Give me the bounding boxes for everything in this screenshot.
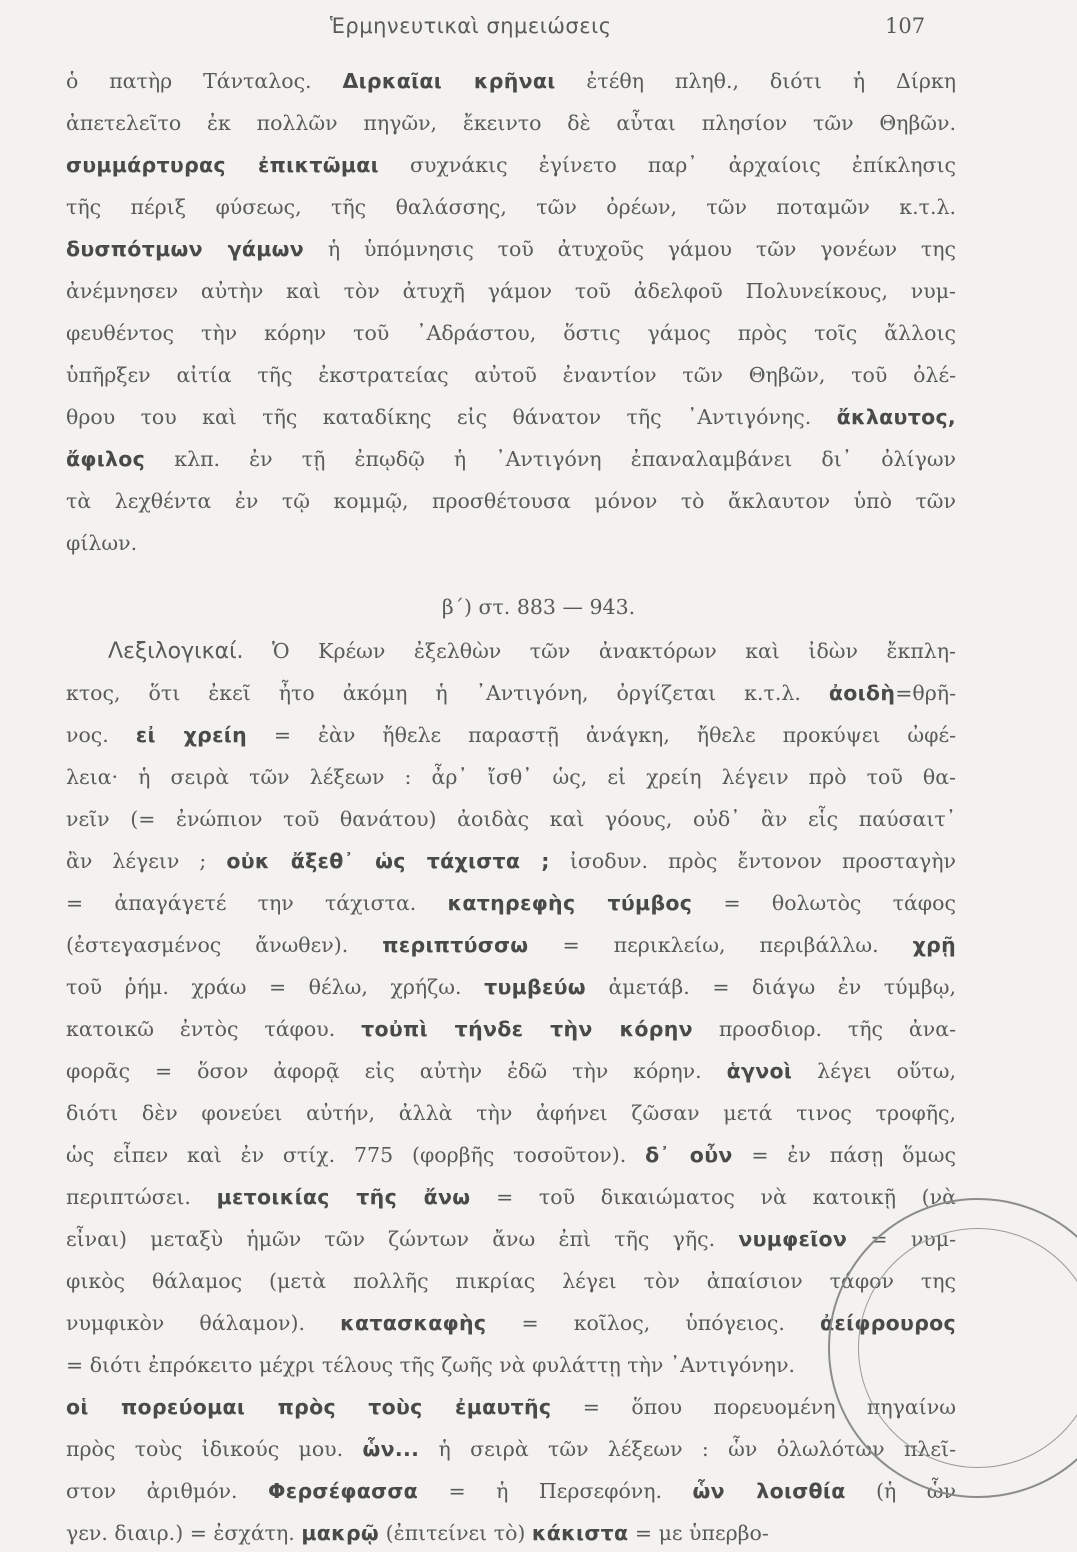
- lemma: μακρῷ: [301, 1521, 380, 1545]
- lemma: ἄφιλος: [66, 447, 146, 471]
- text-line: [66, 1136, 956, 1174]
- text-line: [66, 968, 956, 1006]
- section-heading: [0, 588, 1077, 626]
- text-run: ἀπετελεῖτο ἐκ πολλῶν πηγῶν, ἔκειντο δὲ αὗται πλησίον τῶν Θηβῶν.: [66, 111, 956, 135]
- text-line: [66, 1178, 956, 1216]
- text-run: φικὸς θάλαμος (μετὰ πολλῆς πικρίας λέγει τὸν ἀπαίσιον τάφον της: [66, 1269, 956, 1293]
- lemma: Φερσέφασσα: [268, 1479, 419, 1503]
- text-run: ὡς εἶπεν καὶ ἐν στίχ. 775 (φορβῆς τοσοῦτον).: [66, 1143, 646, 1167]
- lemma: οἱ πορεύομαι πρὸς τοὺς ἐμαυτῆς: [66, 1395, 552, 1419]
- page-number: 107: [885, 14, 926, 38]
- text-run: = ἡ Περσεφόνη.: [418, 1479, 693, 1503]
- lemma: κάκιστα: [531, 1521, 629, 1545]
- text-run: ὁ πατὴρ Τάνταλος.: [66, 69, 343, 93]
- lemma: δυσπότμων γάμων: [66, 237, 305, 261]
- text-line: [66, 758, 956, 796]
- text-run: νεῖν (= ἐνώπιον τοῦ θανάτου) ἀοιδὰς καὶ γόους, οὐδ᾿ ἂν εἷς παύσαιτ᾿: [66, 807, 956, 831]
- text-line: [66, 674, 956, 712]
- text-line: [66, 524, 956, 562]
- text-run: πρὸς τοὺς ἰδικούς μου.: [66, 1437, 363, 1461]
- text-line: [66, 842, 956, 880]
- text-run: τὰ λεχθέντα ἐν τῷ κομμῷ, προσθέτουσα μόνον τὸ ἄκλαυτον ὑπὸ τῶν: [66, 489, 956, 513]
- text-line: [66, 884, 956, 922]
- lemma: χρῇ: [912, 933, 957, 957]
- text-run: = κοῖλος, ὑπόγειος.: [486, 1311, 820, 1335]
- running-header: [0, 14, 1077, 44]
- lemma: συμμάρτυρας ἐπικτῶμαι: [66, 153, 379, 177]
- text-run: = ἐὰν ἤθελε παραστῇ ἀνάγκη, ἤθελε προκύψει ὠφέ-: [247, 723, 956, 747]
- text-run: εἶναι) μεταξὺ ἡμῶν τῶν ζώντων ἄνω ἐπὶ τῆς γῆς.: [66, 1227, 739, 1251]
- lemma: περιπτύσσω: [382, 933, 529, 957]
- lemma: μετοικίας τῆς ἄνω: [216, 1185, 471, 1209]
- text-run: τοῦ ῥήμ. χράω = θέλω, χρήζω.: [66, 975, 485, 999]
- text-run: = διότι ἐπρόκειτο μέχρι τέλους τῆς ζωῆς νὰ φυλάττῃ τὴν ᾿Αντιγόνην.: [66, 1353, 796, 1377]
- text-run: κτος, ὅτι ἐκεῖ ἦτο ἀκόμη ἡ ᾿Αντιγόνη, ὀργίζεται κ.τ.λ.: [66, 681, 829, 705]
- text-run: = περικλείω, περιβάλλω.: [528, 933, 913, 957]
- text-run: λέγει οὕτω,: [792, 1059, 956, 1083]
- text-run: προσδιορ. τῆς ἀνα-: [692, 1017, 956, 1041]
- text-run: ὑπῆρξεν αἰτία τῆς ἐκστρατείας αὐτοῦ ἐναντίον τῶν Θηβῶν, τοῦ ὀλέ-: [66, 363, 956, 387]
- lemma: Διρκαῖαι κρῆναι: [342, 69, 556, 93]
- lemma: κατηρεφὴς τύμβος: [447, 891, 693, 915]
- text-line: [66, 104, 956, 142]
- text-run: νυμφικὸν θάλαμον).: [66, 1311, 341, 1335]
- text-line: [66, 1262, 956, 1300]
- lemma: ἀοιδὴ: [828, 681, 896, 705]
- lemma: ὧν...: [362, 1437, 420, 1461]
- text-line: [66, 1010, 956, 1048]
- text-run: τῆς πέριξ φύσεως, τῆς θαλάσσης, τῶν ὀρέων, τῶν ποταμῶν κ.τ.λ.: [66, 195, 956, 219]
- text-line: [66, 1094, 956, 1132]
- lemma: τυμβεύω: [484, 975, 586, 999]
- text-run: ἡ σειρὰ τῶν λέξεων : ὧν ὀλωλότων πλεῖ-: [419, 1437, 956, 1461]
- text-line: [66, 1514, 956, 1552]
- text-run: ἀμετάβ. = διάγω ἐν τύμβῳ,: [585, 975, 956, 999]
- text-line: [66, 1472, 956, 1510]
- text-run: ἐτέθη πληθ., διότι ἡ Δίρκη: [555, 69, 956, 93]
- text-run: φορᾶς = ὅσον ἀφορᾷ εἰς αὐτὴν ἐδῶ τὴν κόρην.: [66, 1059, 727, 1083]
- text-run: β΄) στ. 883 — 943.: [441, 595, 636, 619]
- text-line: [66, 230, 956, 268]
- lemma: τοὐπὶ τήνδε τὴν κόρην: [361, 1017, 693, 1041]
- text-run: στον ἀριθμόν.: [66, 1479, 269, 1503]
- text-run: ἂν λέγειν ;: [66, 849, 227, 873]
- text-run: συχνάκις ἐγίνετο παρ᾿ ἀρχαίοις ἐπίκλησις: [378, 153, 956, 177]
- text-run: = ὅπου πορευομένη πηγαίνω: [551, 1395, 956, 1419]
- text-run: λεια· ἡ σειρὰ τῶν λέξεων : ἆρ᾿ ἴσθ᾿ ὡς, εἰ χρείη λέγειν πρὸ τοῦ θα-: [66, 765, 956, 789]
- text-line: [66, 314, 956, 352]
- lemma: οὐκ ἄξεθ᾿ ὡς τάχιστα ;: [226, 849, 550, 873]
- text-run: =θρῆ-: [895, 681, 956, 705]
- text-line: [108, 632, 956, 670]
- text-run: ἀνέμνησεν αὐτὴν καὶ τὸν ἀτυχῆ γάμον τοῦ ἀδελφοῦ Πολυνείκους, νυμ-: [66, 279, 956, 303]
- text-line: [66, 800, 956, 838]
- text-line: [66, 1052, 956, 1090]
- lemma: ἁγνοὶ: [726, 1059, 793, 1083]
- text-line: [66, 1346, 956, 1384]
- text-line: [66, 1430, 956, 1468]
- text-run: κλπ. ἐν τῇ ἐπῳδῷ ἡ ᾿Αντιγόνη ἐπαναλαμβάνει δι᾿ ὀλίγων: [145, 447, 956, 471]
- text-run: νος.: [66, 723, 136, 747]
- text-run: = νυμ-: [847, 1227, 956, 1251]
- text-run: ἡ ὑπόμνησις τοῦ ἀτυχοῦς γάμου τῶν γονέων της: [304, 237, 956, 261]
- text-line: [66, 62, 956, 100]
- text-run: (ἐστεγασμένος ἄνωθεν).: [66, 933, 383, 957]
- text-line: [66, 1304, 956, 1342]
- text-run: Ὁ Κρέων ἐξελθὼν τῶν ἀνακτόρων καὶ ἰδὼν ἔκπλη-: [243, 639, 956, 663]
- lemma: εἰ χρείη: [135, 723, 247, 747]
- text-line: [66, 1388, 956, 1426]
- text-line: [66, 398, 956, 436]
- text-run: διότι δὲν φονεύει αὐτήν, ἀλλὰ τὴν ἀφήνει ζῶσαν μετά τινος τροφῆς,: [66, 1101, 956, 1125]
- text-run: φίλων.: [66, 531, 138, 555]
- text-run: γεν. διαιρ.) = ἐσχάτη.: [66, 1521, 302, 1545]
- text-line: [66, 1220, 956, 1258]
- text-line: [66, 482, 956, 520]
- text-line: [66, 188, 956, 226]
- text-run: (ἡ ὧν: [845, 1479, 956, 1503]
- text-run: = θολωτὸς τάφος: [692, 891, 956, 915]
- text-run: (ἐπιτείνει τὸ): [379, 1521, 532, 1545]
- text-run: = ἀπαγάγετέ την τάχιστα.: [66, 891, 448, 915]
- text-line: [66, 926, 956, 964]
- lemma: ὧν λοισθία: [692, 1479, 846, 1503]
- text-run: περιπτώσει.: [66, 1185, 217, 1209]
- subsection-label: Λεξιλογικαί.: [108, 639, 244, 664]
- text-run: ἰσοδυν. πρὸς ἔντονον προσταγὴν: [549, 849, 956, 873]
- text-run: = με ὑπερβο-: [628, 1521, 769, 1545]
- lemma: ἄκλαυτος,: [836, 405, 956, 429]
- text-line: [66, 272, 956, 310]
- lemma: νυμφεῖον: [738, 1227, 848, 1251]
- lemma: κατασκαφὴς: [340, 1311, 487, 1335]
- text-line: [66, 440, 956, 478]
- text-line: [66, 146, 956, 184]
- text-run: = τοῦ δικαιώματος νὰ κατοικῇ (νὰ: [470, 1185, 956, 1209]
- text-run: φευθέντος τὴν κόρην τοῦ ᾿Αδράστου, ὅστις γάμος πρὸς τοῖς ἄλλοις: [66, 321, 956, 345]
- running-title: Ἑρμηνευτικαὶ σημειώσεις: [330, 14, 612, 38]
- library-stamp-inner-ring: [858, 1228, 1077, 1468]
- text-run: θρου του καὶ τῆς καταδίκης εἰς θάνατον τῆς ᾿Αντιγόνης.: [66, 405, 837, 429]
- text-line: [66, 716, 956, 754]
- text-run: κατοικῶ ἐντὸς τάφου.: [66, 1017, 362, 1041]
- text-run: = ἐν πάσῃ ὅμως: [732, 1143, 957, 1167]
- lemma: δ᾿ οὖν: [645, 1143, 733, 1167]
- text-line: [66, 356, 956, 394]
- lemma: ἀείφρουρος: [819, 1311, 957, 1335]
